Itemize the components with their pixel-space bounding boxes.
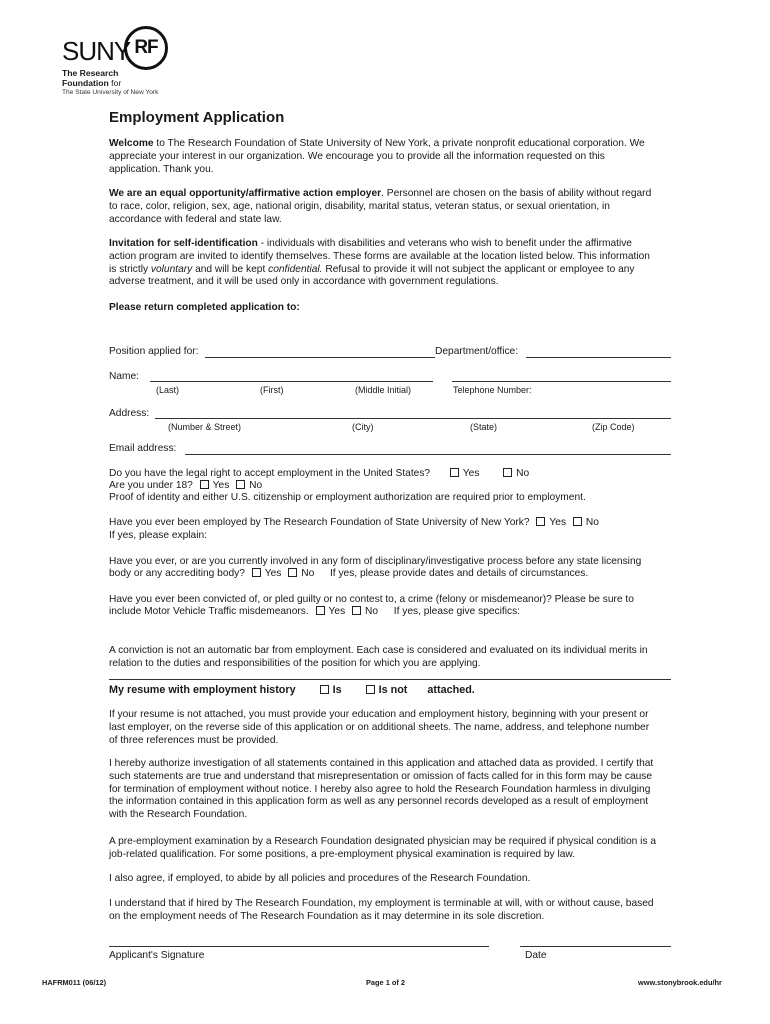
- logo-rf-text: RF: [134, 37, 158, 58]
- legal-yes-checkbox[interactable]: [450, 468, 459, 477]
- department-label: Department/office:: [435, 346, 519, 357]
- conviction-question-line2: include Motor Vehicle Traffic misdemeanors. Yes No If yes, please give specifics:: [109, 606, 521, 617]
- logo-line1: The Research: [62, 68, 119, 78]
- department-input-line[interactable]: [526, 357, 671, 358]
- address-label: Address:: [109, 408, 150, 419]
- page-title: Employment Application: [109, 109, 285, 126]
- position-label: Position applied for:: [109, 346, 199, 357]
- name-first-caption: (First): [260, 385, 284, 395]
- disciplinary-no-checkbox[interactable]: [288, 568, 297, 577]
- prior-explain-label: If yes, please explain:: [109, 530, 207, 541]
- resume-note: If your resume is not attached, you must provide your education and employment history, beginning with your present or last employer, on the reverse side of this application or on additional sheets. The name, address, and telephone number of three references must be provided.: [109, 709, 650, 746]
- prior-yes-checkbox[interactable]: [536, 517, 545, 526]
- logo-line3: The State University of New York: [62, 89, 159, 96]
- return-label: Please return completed application to:: [109, 302, 300, 313]
- email-label: Email address:: [109, 443, 177, 454]
- disciplinary-question-line2: body or any accrediting body? Yes No If yes, please provide dates and details of circumstances.: [109, 568, 589, 579]
- disciplinary-yes-checkbox[interactable]: [252, 568, 261, 577]
- invitation-paragraph: Invitation for self-identification - individuals with disabilities and veterans who wish to benefit under the affirmative action program are invited to identify themselves. These forms are available at the location listed below. This information is strictly voluntary and will be kept confidential. Refusal to provide it will not subject the applicant or employee to any adverse treatment, and it will be used only in accordance with government regulations.: [109, 238, 650, 288]
- address-input-line[interactable]: [155, 418, 671, 419]
- email-input-line[interactable]: [185, 454, 671, 455]
- name-middle-caption: (Middle Initial): [355, 385, 412, 395]
- telephone-input-line[interactable]: [452, 381, 671, 382]
- logo-rf-circle: [124, 26, 168, 70]
- proof-note: Proof of identity and either U.S. citizenship or employment authorization are required prior to employment.: [109, 492, 586, 503]
- logo-line2: Foundation for: [62, 78, 122, 88]
- welcome-paragraph: Welcome to The Research Foundation of State University of New York, a private nonprofit educational corporation. We appreciate your interest in our organization. We encourage you to provide all the information requested on this application. Thank you.: [109, 138, 645, 175]
- telephone-caption: Telephone Number:: [453, 385, 532, 395]
- date-input-line[interactable]: [520, 946, 671, 947]
- signature-label: Applicant's Signature: [109, 950, 205, 961]
- conviction-question-line1: Have you ever been convicted of, or pled guilty or no contest to, a crime (felony or misdemeanor)? Please be sure to: [109, 594, 634, 605]
- footer-url: www.stonybrook.edu/hr: [638, 978, 722, 987]
- position-input-line[interactable]: [205, 357, 435, 358]
- conviction-no-checkbox[interactable]: [352, 606, 361, 615]
- resume-top-rule: [109, 679, 671, 680]
- prior-no-checkbox[interactable]: [573, 517, 582, 526]
- age-yes-checkbox[interactable]: [200, 480, 209, 489]
- address-state-caption: (State): [470, 422, 498, 432]
- legal-right-question: Do you have the legal right to accept employment in the United States? Yes No: [109, 468, 530, 479]
- conviction-note: A conviction is not an automatic bar from employment. Each case is considered and evaluated on its individual merits in relation to the duties and responsibilities of the position for which you are applying.: [109, 645, 648, 669]
- address-street-caption: (Number & Street): [168, 422, 242, 432]
- resume-isnot-checkbox[interactable]: [366, 685, 375, 694]
- resume-attached-row: My resume with employment history Is Is not attached.: [109, 684, 475, 696]
- footer-form-id: HAFRM011 (06/12): [42, 978, 107, 987]
- at-will-paragraph: I understand that if hired by The Research Foundation, my employment is terminable at will, with or without cause, based on the employment needs of The Research Foundation as it may determine in its sole discretion.: [109, 898, 654, 922]
- name-input-line[interactable]: [150, 381, 433, 382]
- age-no-checkbox[interactable]: [236, 480, 245, 489]
- prior-employment-question: Have you ever been employed by The Research Foundation of State University of New York? Yes No: [109, 517, 599, 528]
- conviction-yes-checkbox[interactable]: [316, 606, 325, 615]
- disciplinary-question-line1: Have you ever, or are you currently involved in any form of disciplinary/investigative process before any state licensing: [109, 556, 642, 567]
- signature-input-line[interactable]: [109, 946, 489, 947]
- preemployment-paragraph: A pre-employment examination by a Research Foundation designated physician may be required if physical condition is a job-related qualification. For some positions, a pre-employment physical examination is required by law.: [109, 836, 657, 860]
- footer-page-number: Page 1 of 2: [366, 978, 406, 987]
- address-zip-caption: (Zip Code): [592, 422, 635, 432]
- authorization-paragraph: I hereby authorize investigation of all statements contained in this application and attached data as provided. I certify that such statements are true and understand that misrepresentation or omission of facts called for in this form may be cause for termination of employment without notice. I hereby also agree to hold the Research Foundation harmless in divulging the information contained in this application form as well as any personnel records developed as a result of employment with the Research Foundation.: [109, 758, 654, 821]
- legal-no-checkbox[interactable]: [503, 468, 512, 477]
- logo-suny-text: SUNY: [62, 36, 131, 66]
- policies-paragraph: I also agree, if employed, to abide by all policies and procedures of the Research Foundation.: [109, 873, 531, 884]
- resume-is-checkbox[interactable]: [320, 685, 329, 694]
- date-label: Date: [525, 950, 547, 961]
- age-question: Are you under 18? Yes No: [109, 480, 263, 491]
- logo: [62, 26, 192, 98]
- eeo-paragraph: We are an equal opportunity/affirmative action employer. Personnel are chosen on the basis of ability without regard to race, color, religion, sex, age, national origin, disability, marital status, veteran status, or sexual orientation, in accordance with federal and state law.: [109, 188, 652, 225]
- name-label: Name:: [109, 371, 140, 382]
- address-city-caption: (City): [352, 422, 374, 432]
- name-last-caption: (Last): [156, 385, 180, 395]
